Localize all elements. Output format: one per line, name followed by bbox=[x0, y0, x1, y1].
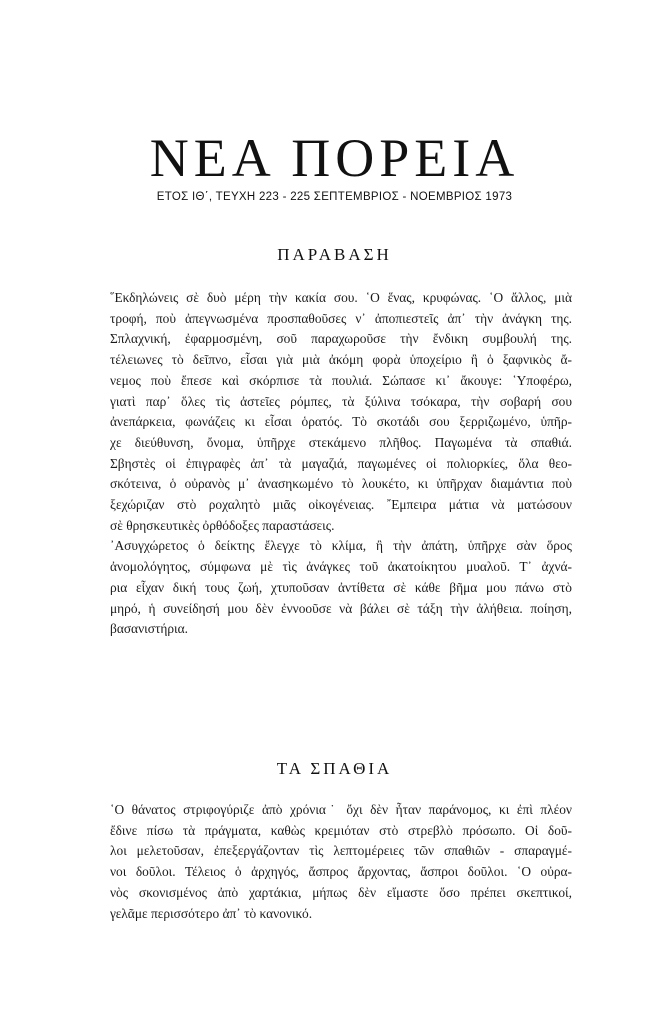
text-line: νοι δοῦλοι. Τέλειος ὁ ἀρχηγός, ἄσπρος ἄρχοντας, ἄσπροι δοῦλοι. ῾Ο οὐρα- bbox=[110, 864, 572, 880]
text-line: λοι μελετοῦσαν, ἐπεξεργάζονταν τὶς λεπτομέρειες τῶν σπαθιῶν - σπαραγμέ- bbox=[110, 843, 572, 859]
text-line: ἀνεπάρκεια, φωνάζεις κι εἶσαι ὁρατός. Τὸ σκοτάδι σου ξερριζωμένο, ὑπῆρ- bbox=[110, 414, 572, 430]
section-title-parabasi: ΠΑΡΑΒΑΣΗ bbox=[277, 245, 392, 264]
text-line: γελᾶμε περισσότερο ἀπ᾽ τὸ κανονικό. bbox=[110, 905, 313, 921]
journal-title: ΝΕΑ ΠΟΡΕΙΑ bbox=[149, 128, 520, 188]
text-line: σὲ θρησκευτικὲς ὀρθόδοξες παραστάσεις. bbox=[110, 517, 335, 533]
text-line: ρια εἶχαν δική τους ζωή, χτυποῦσαν ἀντίθετα σὲ κάθε βῆμα μου πάνω στὸ bbox=[110, 579, 572, 595]
text-line: σκότεινα, ὁ οὐρανὸς μ᾽ ἀνασηκωμένο τὸ λουκέτο, κι ὑπῆρχαν διαμάντια ποὺ bbox=[110, 476, 572, 492]
text-line: τροφή, ποὺ ἀπεγνωσμένα προσπαθοῦσες ν᾽ ἀποπιεστεῖς ἀπ᾽ τὴν ἀνάγκη της. bbox=[110, 310, 572, 326]
text-line: ἀνομολόγητος, σύμφωνα μὲ τὶς ἀνάγκες τοῦ ἀκατοίκητου μυαλοῦ. Τ᾽ ἀχνά- bbox=[110, 559, 572, 575]
text-line: Σπλαχνική, ἐφαρμοσμένη, σοῦ παραχωροῦσε τὴν ἔνδικη συμβουλή της. bbox=[110, 331, 572, 347]
text-line: ξεχώριζαν στὸ ροχαλητὸ μιᾶς οἰκογένειας. ῎Εμπειρα μάτια νὰ ματώσουν bbox=[110, 497, 572, 513]
text-line: νὸς σκονισμένος ἀπὸ χαρτάκια, μήπως δὲν εἴμαστε ὅσο πρέπει σκεπτικοί, bbox=[110, 884, 572, 900]
text-line: γιατὶ παρ᾽ ὅλες τὶς ἀστεῖες ρόμπες, τὰ ξύλινα τσόκαρα, τὴν σοβαρή σου bbox=[110, 393, 572, 409]
text-line: τέλειωνες τὸ δεῖπνο, εἶσαι γιὰ μιὰ ἀκόμη φορὰ ὑποχείριο ἢ ὁ ξαφνικὸς ἄ- bbox=[110, 352, 572, 368]
section-body-ta-spathia bbox=[110, 800, 572, 924]
text-line: ῞Εκδηλώνεις σὲ δυὸ μέρη τὴν κακία σου. ῾Ο ἕνας, κρυφώνας. ῾Ο ἄλλος, μιὰ bbox=[110, 290, 572, 305]
text-line: νεμος ποὺ ἔπεσε καὶ σκόρπισε τὰ πουλιά. Σώπασε κι᾽ ἄκουγε: ῾Υποφέρω, bbox=[110, 372, 572, 388]
text-line: ῾Ο θάνατος στριφογύριζε ἀπὸ χρόνια˙ ὄχι δὲν ἦταν παράνομος, κι ἐπὶ πλέον bbox=[110, 802, 572, 817]
text-line: μηρό, ἡ συνείδησή μου δὲν ἐννοοῦσε νὰ βάλει σὲ τάξη τὴν ἀλήθεια. ποίηση, bbox=[110, 600, 572, 616]
text-line: βασανιστήρια. bbox=[110, 621, 188, 637]
text-line: ᾽Ασυγχώρετος ὁ δείκτης ἔλεγχε τὸ κλίμα, ἢ τὴν ἀπάτη, ὑπῆρχε σὰν ὅρος bbox=[110, 538, 572, 554]
text-line: ἔδινε πίσω τὰ πράγματα, καθὼς κρεμιόταν στὸ στρεβλὸ πρόσωπο. Οἱ δοῦ- bbox=[110, 822, 572, 838]
issue-info: ΕΤΟΣ ΙΘ΄, ΤΕΥΧΗ 223 - 225 ΣΕΠΤΕΜΒΡΙΟΣ - ΝΟΕΜΒΡΙΟΣ 1973 bbox=[156, 191, 513, 203]
section-title-ta-spathia: ΤΑ ΣΠΑΘΙΑ bbox=[276, 759, 393, 778]
text-line: Σβηστὲς οἱ ἐπιγραφὲς ἀπ᾽ τὰ μαγαζιά, παγωμένες οἱ πολιορκίες, ὅλα θεο- bbox=[110, 455, 572, 471]
text-line: χε διεύθυνση, ὄνομα, ὑπῆρχε στεκάμενο πλῆθος. Παγωμένα τὰ σπαθιά. bbox=[110, 434, 572, 450]
section-body-parabasi bbox=[110, 288, 572, 640]
